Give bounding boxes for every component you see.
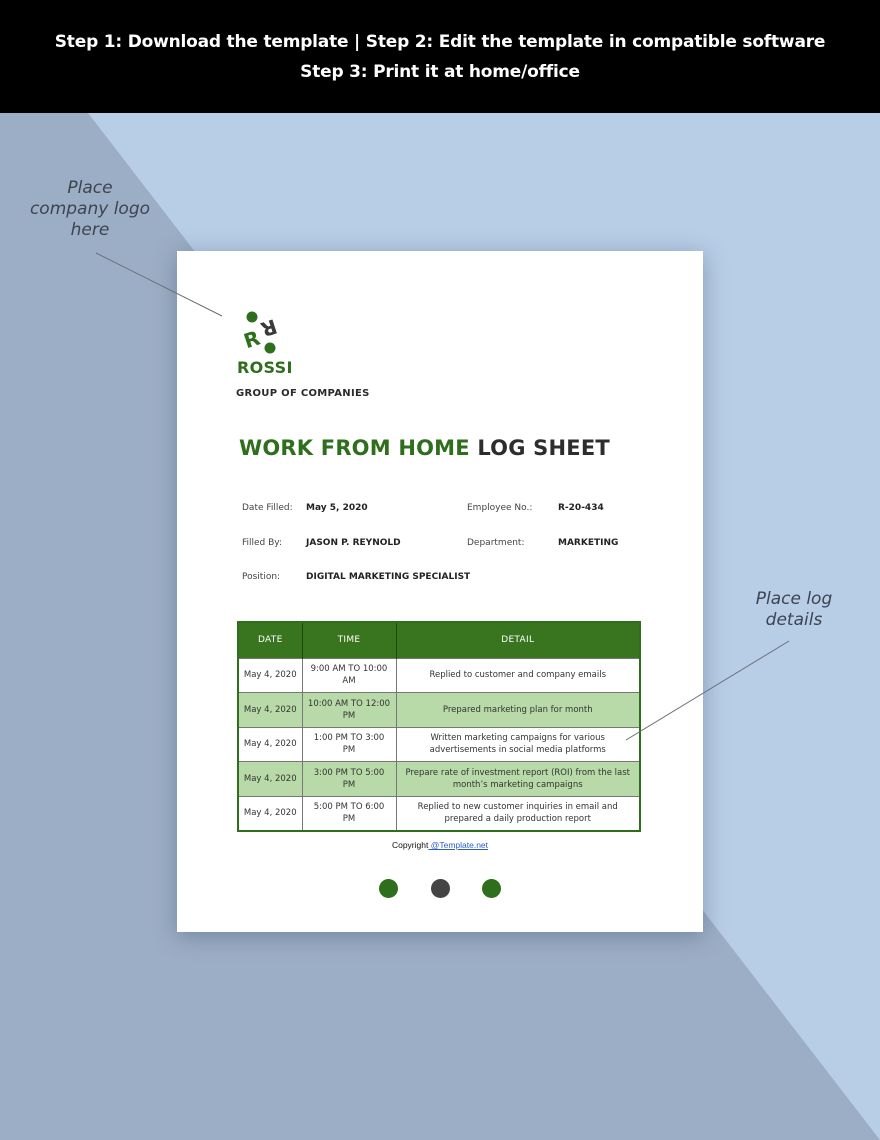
cell-time: 5:00 PM TO 6:00 PM	[302, 796, 396, 831]
instruction-banner	[0, 0, 880, 113]
table-row	[238, 762, 640, 797]
department-label: Department:	[467, 538, 525, 548]
header-time: TIME	[302, 622, 396, 658]
annotation-text: Place log	[755, 589, 833, 609]
cell-time: 9:00 AM TO 10:00 AM	[302, 658, 396, 693]
cell-time: 1:00 PM TO 3:00 PM	[302, 727, 396, 762]
logo-annotation	[15, 178, 165, 241]
document-page	[177, 251, 703, 932]
instruction-line-2: Step 3: Print it at home/office	[300, 62, 580, 82]
copyright-prefix: Copyright	[391, 840, 429, 850]
log-table	[237, 621, 641, 832]
cell-date: May 4, 2020	[238, 727, 302, 762]
cell-date: May 4, 2020	[238, 796, 302, 831]
position-label: Position:	[242, 572, 281, 582]
svg-text:R: R	[240, 325, 263, 354]
instruction-line-1: Step 1: Download the template | Step 2: Edit the template in compatible software	[54, 32, 826, 52]
cell-time: 10:00 AM TO 12:00 PM	[302, 693, 396, 728]
table-row	[238, 693, 640, 728]
cell-detail: Written marketing campaigns for various advertisements in social media platforms	[396, 727, 640, 762]
cell-time: 3:00 PM TO 5:00 PM	[302, 762, 396, 797]
filled-by-value: JASON P. REYNOLD	[306, 538, 401, 548]
log-annotation	[730, 589, 858, 631]
title-green-part: WORK FROM HOME	[239, 436, 470, 460]
company-logo-icon	[237, 307, 287, 357]
employee-no-label: Employee No.:	[467, 503, 533, 513]
document-title	[239, 436, 610, 460]
company-subtitle: GROUP OF COMPANIES	[236, 388, 370, 399]
header-detail: DETAIL	[396, 622, 640, 658]
annotation-text: company logo	[29, 199, 151, 219]
cell-detail: Replied to new customer inquiries in email and prepared a daily production report	[396, 796, 640, 831]
cell-date: May 4, 2020	[238, 693, 302, 728]
date-filled-label: Date Filled:	[242, 503, 293, 513]
green-dot-icon	[482, 879, 501, 898]
cell-date: May 4, 2020	[238, 762, 302, 797]
department-value: MARKETING	[558, 538, 619, 548]
svg-text:R: R	[257, 314, 281, 342]
date-filled-value: May 5, 2020	[306, 503, 368, 513]
cell-detail: Replied to customer and company emails	[396, 658, 640, 693]
table-row	[238, 727, 640, 762]
annotation-text: details	[765, 610, 823, 630]
filled-by-label: Filled By:	[242, 538, 283, 548]
cell-detail: Prepare rate of investment report (ROI) from the last month’s marketing campaigns	[396, 762, 640, 797]
employee-no-value: R-20-434	[558, 503, 604, 513]
table-header-row	[238, 622, 640, 658]
table-row	[238, 658, 640, 693]
company-name: ROSSI	[237, 358, 293, 377]
table-row	[238, 796, 640, 831]
template-link[interactable]: @Template.net	[428, 840, 489, 850]
cell-detail: Prepared marketing plan for month	[396, 693, 640, 728]
copyright	[177, 840, 703, 850]
annotation-text: here	[70, 220, 110, 240]
position-value: DIGITAL MARKETING SPECIALIST	[306, 572, 471, 582]
dark-dot-icon	[431, 879, 450, 898]
title-dark-part: LOG SHEET	[477, 436, 610, 460]
cell-date: May 4, 2020	[238, 658, 302, 693]
annotation-text: Place	[67, 178, 113, 198]
green-dot-icon	[379, 879, 398, 898]
header-date: DATE	[238, 622, 302, 658]
